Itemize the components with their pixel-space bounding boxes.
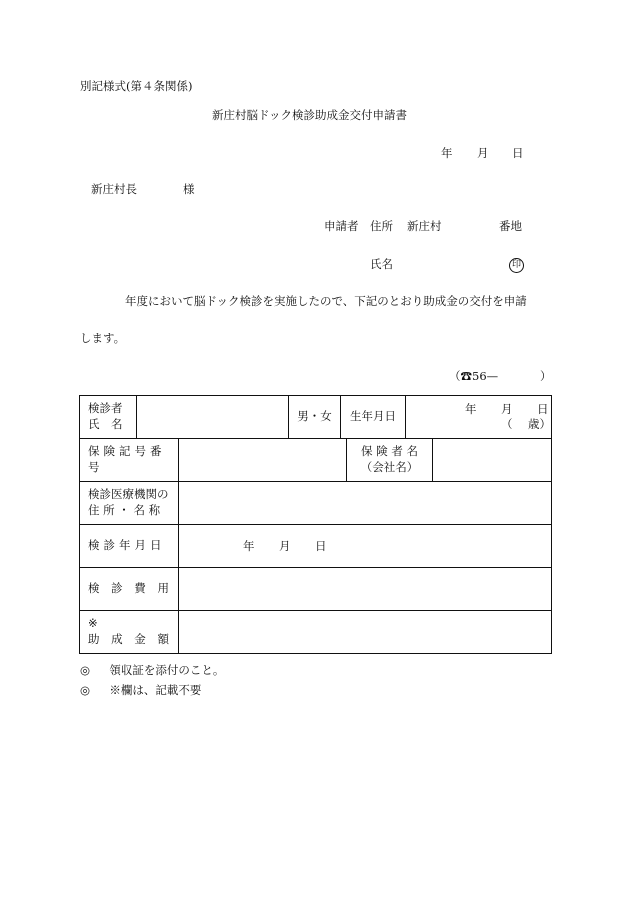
seal-mark: 印 (509, 258, 524, 273)
birth-date-field[interactable] (406, 396, 552, 439)
table-row-subsidy (80, 611, 552, 654)
gender-cell[interactable] (289, 396, 341, 439)
insurer-label-cell (347, 439, 433, 482)
facility-label-line2: 住 所 ・ 名 称 (88, 503, 161, 517)
birth-month: 月 (501, 402, 513, 416)
applicant-label: 申請者 (324, 219, 359, 233)
exam-date-field[interactable] (179, 525, 552, 568)
note-1-text: 領収証を添付のこと。 (109, 663, 225, 677)
subsidy-mark: ※ (88, 616, 98, 631)
examinee-name-field[interactable] (137, 396, 289, 439)
application-table (79, 395, 552, 654)
note-2-mark: ◎ (80, 683, 91, 697)
applicant-banchi: 番地 (499, 219, 522, 233)
facility-label-cell (80, 482, 179, 525)
gender-options: 男・女 (297, 409, 332, 424)
body-line-2: します。 (80, 331, 126, 345)
addressee-honorific: 様 (183, 182, 195, 196)
table-row-insurance (80, 439, 552, 482)
table-row-exam-fee (80, 568, 552, 611)
note-2-text: ※欄は、記載不要 (109, 683, 202, 697)
insurer-label-line1: 保 険 者 名 (361, 444, 418, 459)
birth-label-cell (341, 396, 406, 439)
date-month: 月 (477, 146, 489, 160)
exam-date-label-cell (80, 525, 179, 568)
phone-close-paren: ） (540, 369, 552, 383)
exam-fee-field[interactable] (179, 568, 552, 611)
applicant-address-label: 住所 (370, 219, 393, 233)
birth-label: 生年月日 (350, 409, 396, 424)
applicant-seal (509, 258, 524, 273)
date-year: 年 (441, 146, 453, 160)
exam-month: 月 (279, 539, 291, 553)
note-1-mark: ◎ (80, 663, 91, 677)
applicant-village: 新庄村 (407, 219, 442, 233)
subsidy-label: 助 成 金 額 (88, 632, 173, 646)
exam-fee-label-cell (80, 568, 179, 611)
insurance-number-label: 保険記号番号 (88, 444, 166, 474)
insurer-name-field[interactable] (433, 439, 552, 482)
note-1 (80, 665, 224, 677)
body-line-1: 年度において脳ドック検診を実施したので、下記のとおり助成金の交付を申請 (125, 294, 527, 308)
age-open-paren: （ (501, 417, 513, 431)
exam-fee-label: 検 診 費 用 (88, 581, 173, 596)
facility-label-line1: 検診医療機関の (88, 487, 169, 502)
exam-date-label: 検診年月日 (88, 538, 166, 553)
birth-day: 日 (537, 402, 549, 416)
examinee-label-line2: 氏 名 (88, 417, 123, 431)
phone-icon: ☎ (460, 369, 472, 383)
subsidy-label-cell (80, 611, 179, 654)
addressee-name: 新庄村長 (91, 182, 137, 196)
phone-line (449, 371, 498, 383)
table-row-facility (80, 482, 552, 525)
exam-day: 日 (315, 539, 327, 553)
date-day: 日 (512, 146, 524, 160)
table-row-examinee (80, 396, 552, 439)
subsidy-amount-field[interactable] (179, 611, 552, 654)
examinee-label-line1: 検診者 (88, 401, 123, 416)
age-suffix: 歳） (528, 417, 551, 431)
examinee-label-cell (80, 396, 137, 439)
applicant-name-label: 氏名 (370, 257, 393, 271)
insurance-number-field[interactable] (179, 439, 347, 482)
document-title: 新庄村脳ドック検診助成金交付申請書 (212, 108, 408, 122)
birth-year: 年 (465, 402, 477, 416)
note-2 (80, 685, 201, 697)
table-row-exam-date (80, 525, 552, 568)
insurance-number-label-cell (80, 439, 179, 482)
exam-year: 年 (243, 539, 255, 553)
phone-open-paren: （ (449, 369, 461, 383)
form-reference: 別記様式(第４条関係) (80, 79, 193, 93)
insurer-label-line2: （会社名） (360, 460, 419, 474)
facility-field[interactable] (179, 482, 552, 525)
phone-number: 56— (472, 369, 499, 383)
